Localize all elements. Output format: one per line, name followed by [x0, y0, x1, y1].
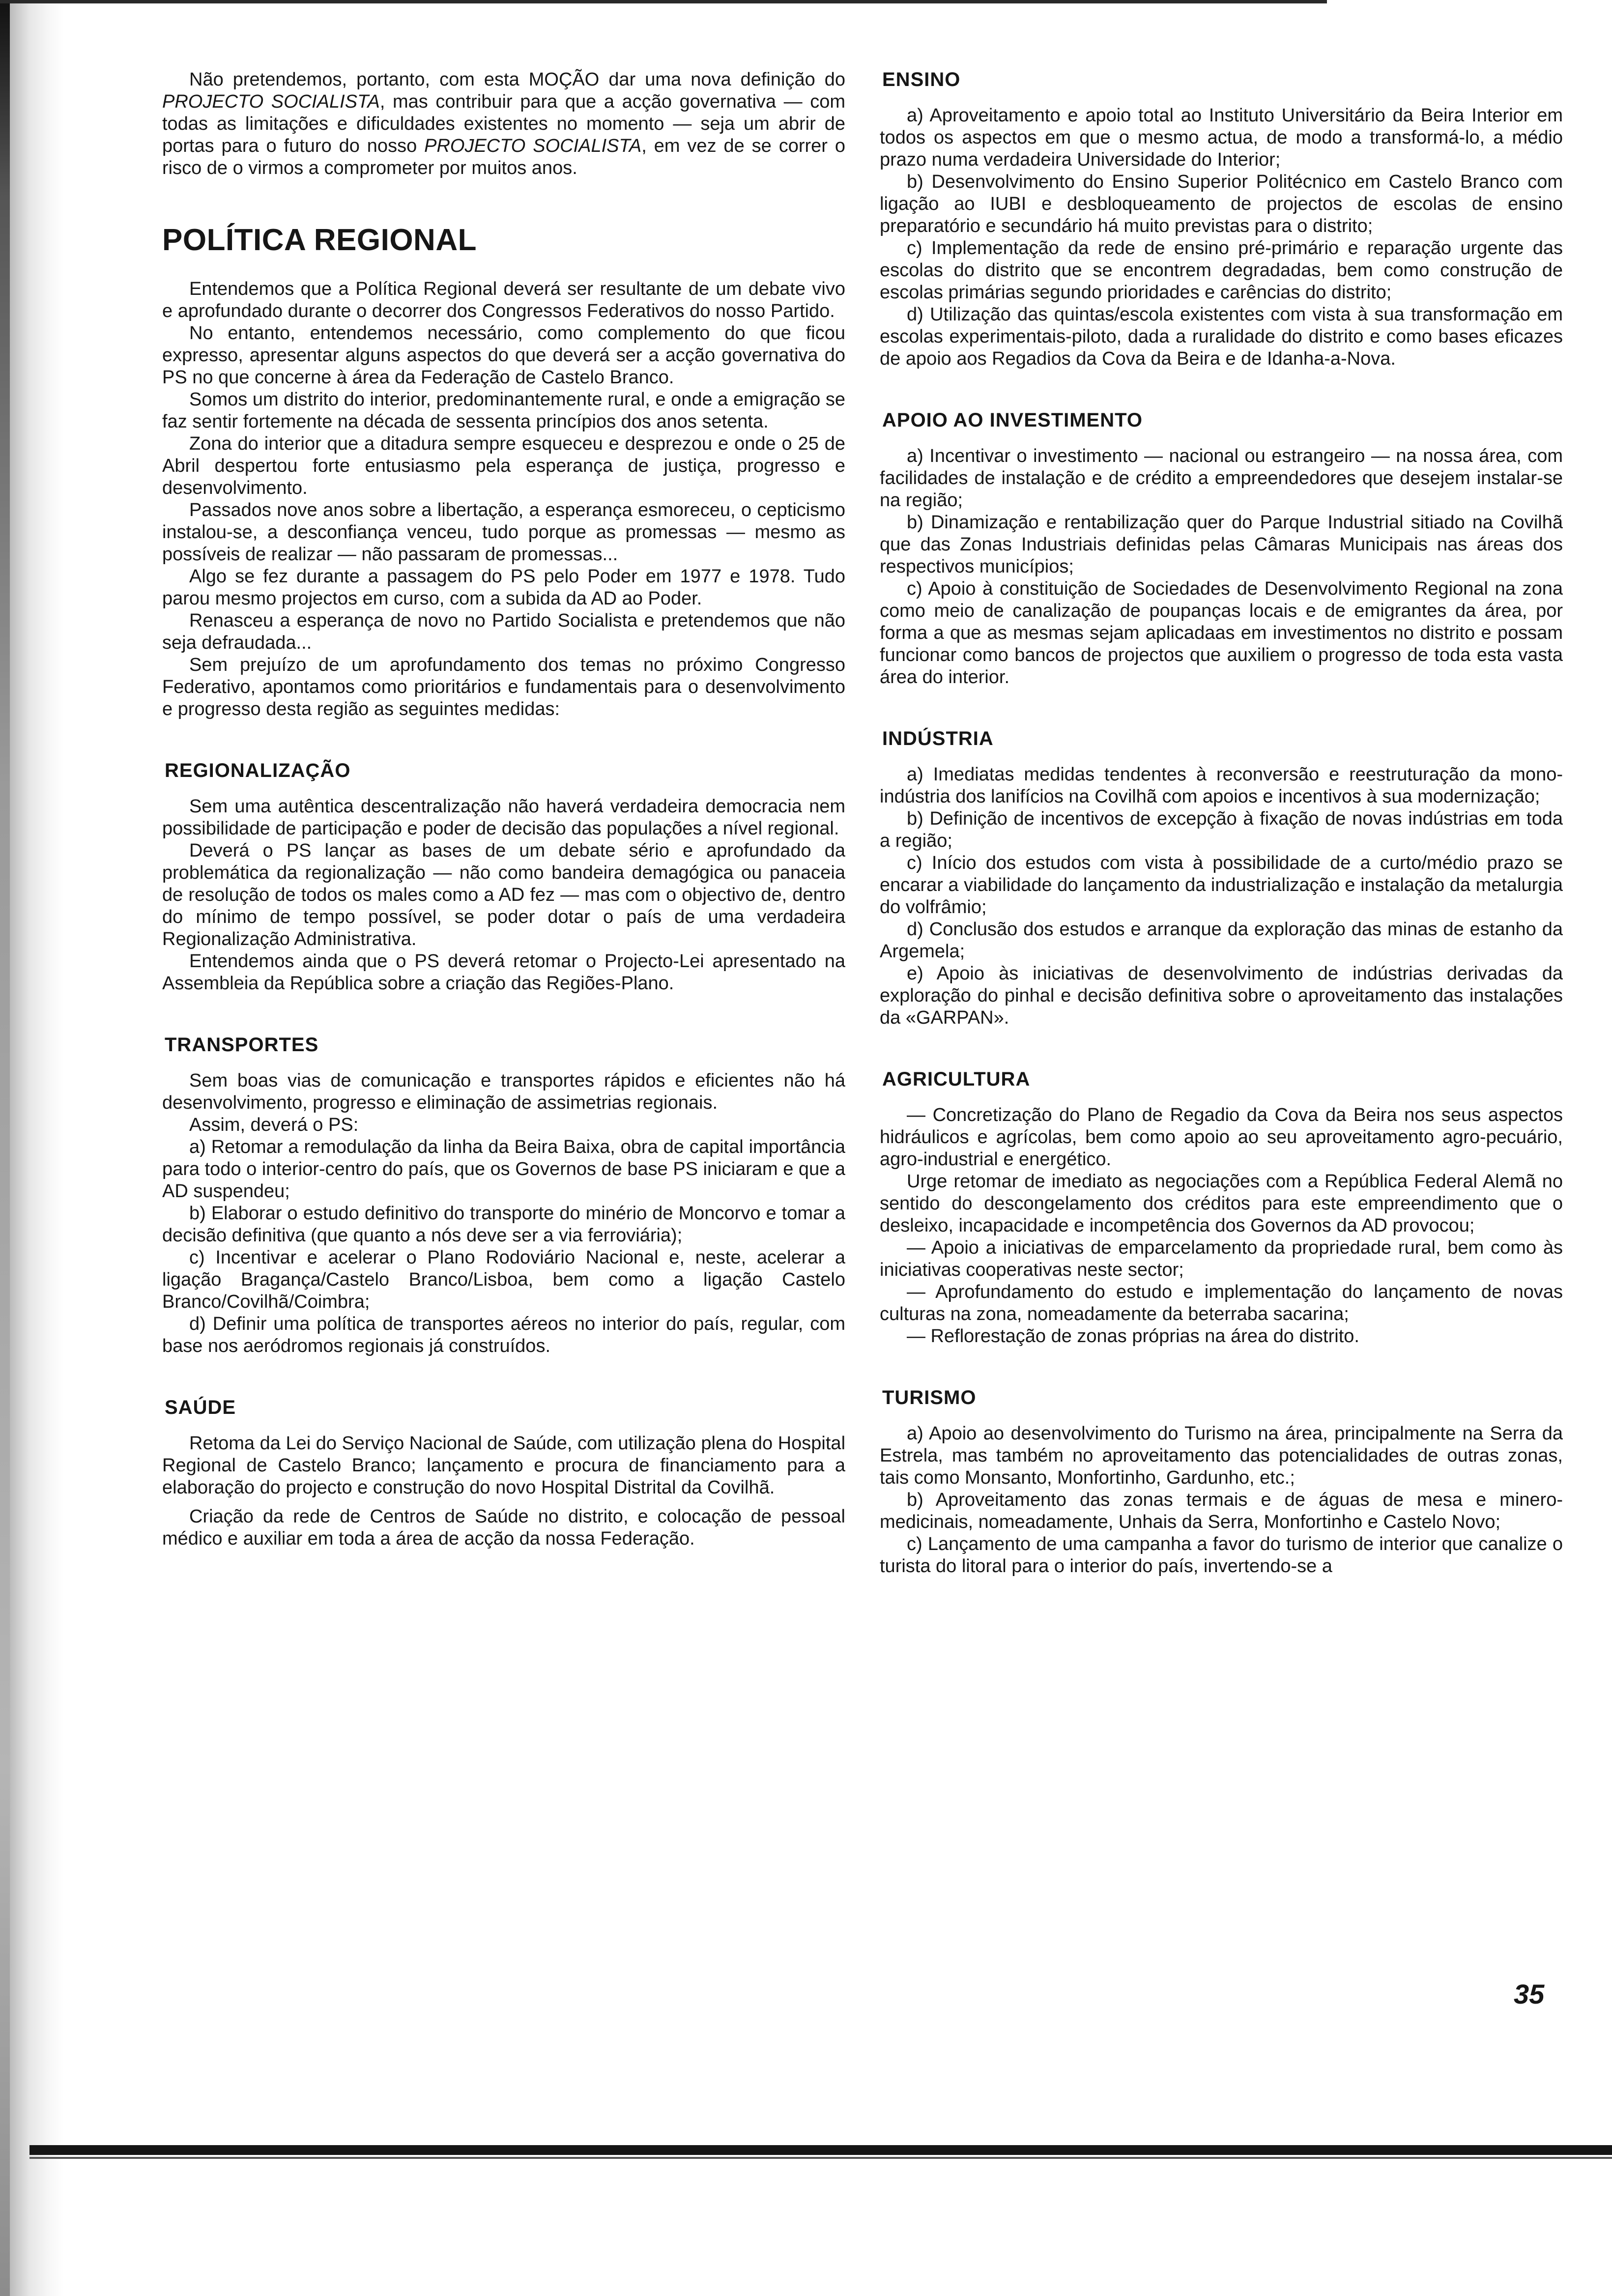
paragraph: — Concretização do Plano de Regadio da Cova da Beira nos seus aspectos hidráulicos e agrícolas, bem como apoio ao seu aproveitamento agro-pecuário, agro-industrial e energético. [880, 1105, 1563, 1170]
paragraph: a) Imediatas medidas tendentes à reconversão e reestruturação da mono-indústria dos lanifícios na Covilhã com apoios e incentivos à sua modernização; [880, 764, 1563, 807]
paragraph: a) Apoio ao desenvolvimento do Turismo na área, principalmente na Serra da Estrela, mas também no aproveitamento das potencialidades de outras zonas, tais como Monsanto, Monfortinho, Gardunho, etc.; [880, 1423, 1563, 1488]
paragraph: Urge retomar de imediato as negociações com a República Federal Alemã no sentido do descongelamento dos créditos para este empreendimento que o desleixo, incapacidade e incompetência dos Governos da AD provocou; [880, 1171, 1563, 1236]
section-title-industria: INDÚSTRIA [882, 728, 994, 749]
paragraph: Entendemos ainda que o PS deverá retomar o Projecto-Lei apresentado na Assembleia da República sobre a criação das Regiões-Plano. [162, 951, 845, 994]
top-rule [0, 0, 1327, 3]
paragraph: a) Aproveitamento e apoio total ao Instituto Universitário da Beira Interior em todos os aspectos em que o mesmo actua, de modo a transformá-lo, a médio prazo numa verdadeira Universidade do Interior; [880, 105, 1563, 170]
paragraph: Zona do interior que a ditadura sempre esqueceu e desprezou e onde o 25 de Abril despertou forte entusiasmo pela esperança de justiça, progresso e desenvolvimento. [162, 433, 845, 498]
intro-emphasis-1: PROJECTO SOCIALISTA [162, 91, 380, 112]
paragraph: — Reflorestação de zonas próprias na área do distrito. [907, 1326, 1359, 1347]
paragraph: e) Apoio às iniciativas de desenvolvimento de indústrias derivadas da exploração do pinhal e decisão definitiva sobre o aproveitamento das instalações da «GARPAN». [880, 963, 1563, 1028]
paragraph: Retoma da Lei do Serviço Nacional de Saúde, com utilização plena do Hospital Regional de Castelo Branco; lançamento e procura de financiamento para a elaboração do projecto e construção do novo Hospital Distrital da Covilhã. [162, 1433, 846, 1498]
intro-emphasis-2: PROJECTO SOCIALISTA [424, 136, 642, 156]
bottom-rule-thin [29, 2157, 1612, 2159]
page-number: 35 [1514, 1979, 1545, 2009]
paragraph: c) Incentivar e acelerar o Plano Rodoviário Nacional e, neste, acelerar a ligação Bragança/Castelo Branco/Lisboa, bem como a ligação Castelo Branco/Covilhã/Coimbra; [162, 1247, 845, 1312]
paragraph: Somos um distrito do interior, predominantemente rural, e onde a emigração se faz sentir fortemente na década de sessenta princípios dos anos setenta. [162, 389, 845, 432]
paragraph: Renasceu a esperança de novo no Partido Socialista e pretendemos que não seja defraudada... [162, 610, 845, 653]
bottom-rule [29, 2145, 1612, 2155]
paragraph: Entendemos que a Política Regional deverá ser resultante de um debate vivo e aprofundado durante o decorrer dos Congressos Federativos do nosso Partido. [162, 279, 845, 321]
right-column [880, 69, 1563, 1578]
paragraph: Sem uma autêntica descentralização não haverá verdadeira democracia nem possibilidade de participação e poder de decisão das populações a nível regional. [162, 796, 845, 839]
paragraph: Criação da rede de Centros de Saúde no distrito, e colocação de pessoal médico e auxiliar em toda a área de acção da nossa Federação. [162, 1506, 845, 1549]
paragraph: No entanto, entendemos necessário, como complemento do que ficou expresso, apresentar alguns aspectos do que deverá ser a acção governativa do PS no que concerne à área da Federação de Castelo Branco. [162, 323, 845, 388]
paragraph: b) Desenvolvimento do Ensino Superior Politécnico em Castelo Branco com ligação ao IUBI e desbloqueamento de projectos de escolas de ensino preparatório e secundário há muito previstas para o distrito; [880, 172, 1563, 236]
section-title-regionalizacao: REGIONALIZAÇÃO [165, 760, 351, 781]
paragraph: b) Definição de incentivos de excepção à fixação de novas indústrias em toda a região; [880, 808, 1563, 851]
paragraph: c) Implementação da rede de ensino pré-primário e reparação urgente das escolas do distrito que se encontrem degradadas, bem como construção de escolas primárias segundo prioridades e carências do distrito; [880, 238, 1563, 303]
paragraph: Algo se fez durante a passagem do PS pelo Poder em 1977 e 1978. Tudo parou mesmo projectos em curso, com a subida da AD ao Poder. [162, 566, 845, 609]
paragraph: b) Elaborar o estudo definitivo do transporte do minério de Moncorvo e tomar a decisão definitiva (que quanto a nós deve ser a via ferroviária); [162, 1203, 845, 1246]
paragraph: — Apoio a iniciativas de emparcelamento da propriedade rural, bem como às iniciativas cooperativas neste sector; [880, 1237, 1563, 1280]
section-title-apoio-investimento: APOIO AO INVESTIMENTO [882, 409, 1143, 431]
paragraph: Deverá o PS lançar as bases de um debate sério e aprofundado da problemática da regionalização — não como bandeira demagógica ou panaceia de resolução de todos os males como a AD fez — mas com o objectivo de, dentro do mínimo de tempo possível, se poder dotar o país de uma verdadeira Regionalização Administrativa. [162, 840, 845, 949]
paragraph: d) Definir uma política de transportes aéreos no interior do país, regular, com base nos aeródromos regionais já construídos. [162, 1314, 845, 1356]
section-title-transportes: TRANSPORTES [165, 1034, 319, 1056]
paragraph: Sem boas vias de comunicação e transportes rápidos e eficientes não há desenvolvimento, progresso e eliminação de assimetrias regionais. [162, 1070, 845, 1113]
paragraph: Assim, deverá o PS: [189, 1115, 359, 1135]
paragraph: Passados nove anos sobre a libertação, a esperança esmoreceu, o cepticismo instalou-se, a desconfiança venceu, tudo porque as promessas — mesmo as possíveis de realizar — não passaram de promessas... [162, 500, 845, 565]
paragraph: — Aprofundamento do estudo e implementação do lançamento de novas culturas na zona, nomeadamente da beterraba sacarina; [880, 1282, 1563, 1324]
section-title-ensino: ENSINO [882, 69, 961, 90]
paragraph: a) Retomar a remodulação da linha da Beira Baixa, obra de capital importância para todo o interior-centro do país, que os Governos de base PS iniciaram e que a AD suspendeu; [162, 1137, 845, 1202]
intro-text-3: , em vez de se correr o risco de o virmos a comprometer por muitos anos. [162, 136, 845, 178]
paragraph: b) Aproveitamento das zonas termais e de águas de mesa e minero-medicinais, nomeadamente, Unhais da Serra, Monfortinho e Castelo Novo; [880, 1490, 1563, 1532]
section-title-politica-regional: POLÍTICA REGIONAL [162, 223, 477, 257]
section-title-turismo: TURISMO [882, 1387, 977, 1408]
paragraph: b) Dinamização e rentabilização quer do Parque Industrial sitiado na Covilhã que das Zonas Industriais definidas pelas Câmaras Municipais nas áreas dos respectivos municípios; [880, 512, 1563, 577]
scan-edge [0, 0, 10, 2296]
paragraph: d) Conclusão dos estudos e arranque da exploração das minas de estanho da Argemela; [880, 919, 1563, 962]
section-title-saude: SAÚDE [165, 1397, 236, 1418]
left-column [162, 69, 845, 1550]
section-title-agricultura: AGRICULTURA [882, 1068, 1031, 1090]
intro-text-1: Não pretendemos, portanto, com esta MOÇÃO dar uma nova definição do [189, 69, 845, 90]
paragraph: c) Apoio à constituição de Sociedades de Desenvolvimento Regional na zona como meio de canalização de poupanças locais e de emigrantes da área, por forma a que as mesmas sejam aplicadaas em investimentos no distrito e possam funcionar como bancos de projectos que auxiliem o progresso de toda esta vasta área do interior. [880, 578, 1563, 688]
paragraph: c) Início dos estudos com vista à possibilidade de a curto/médio prazo se encarar a viabilidade do lançamento da industrialização e instalação da metalurgia do volfrâmio; [880, 853, 1563, 918]
paragraph: a) Incentivar o investimento — nacional ou estrangeiro — na nossa área, com facilidades de instalação e de crédito a empreendedores que desejem instalar-se na região; [880, 446, 1563, 511]
intro-paragraph [162, 69, 845, 179]
paragraph: Sem prejuízo de um aprofundamento dos temas no próximo Congresso Federativo, apontamos como prioritários e fundamentais para o desenvolvimento e progresso desta região as seguintes medidas: [162, 655, 845, 719]
intro-text-2: , mas contribuir para que a acção governativa — com todas as limitações e dificuldades existentes no momento — seja um abrir de portas para o futuro do nosso [162, 91, 845, 156]
paragraph: c) Lançamento de uma campanha a favor do turismo de interior que canalize o turista do litoral para o interior do país, invertendo-se a [880, 1534, 1563, 1577]
paragraph: d) Utilização das quintas/escola existentes com vista à sua transformação em escolas experimentais-piloto, dada a ruralidade do distrito e como bases eficazes de apoio aos Regadios da Cova da Beira e de Idanha-a-Nova. [880, 304, 1563, 369]
